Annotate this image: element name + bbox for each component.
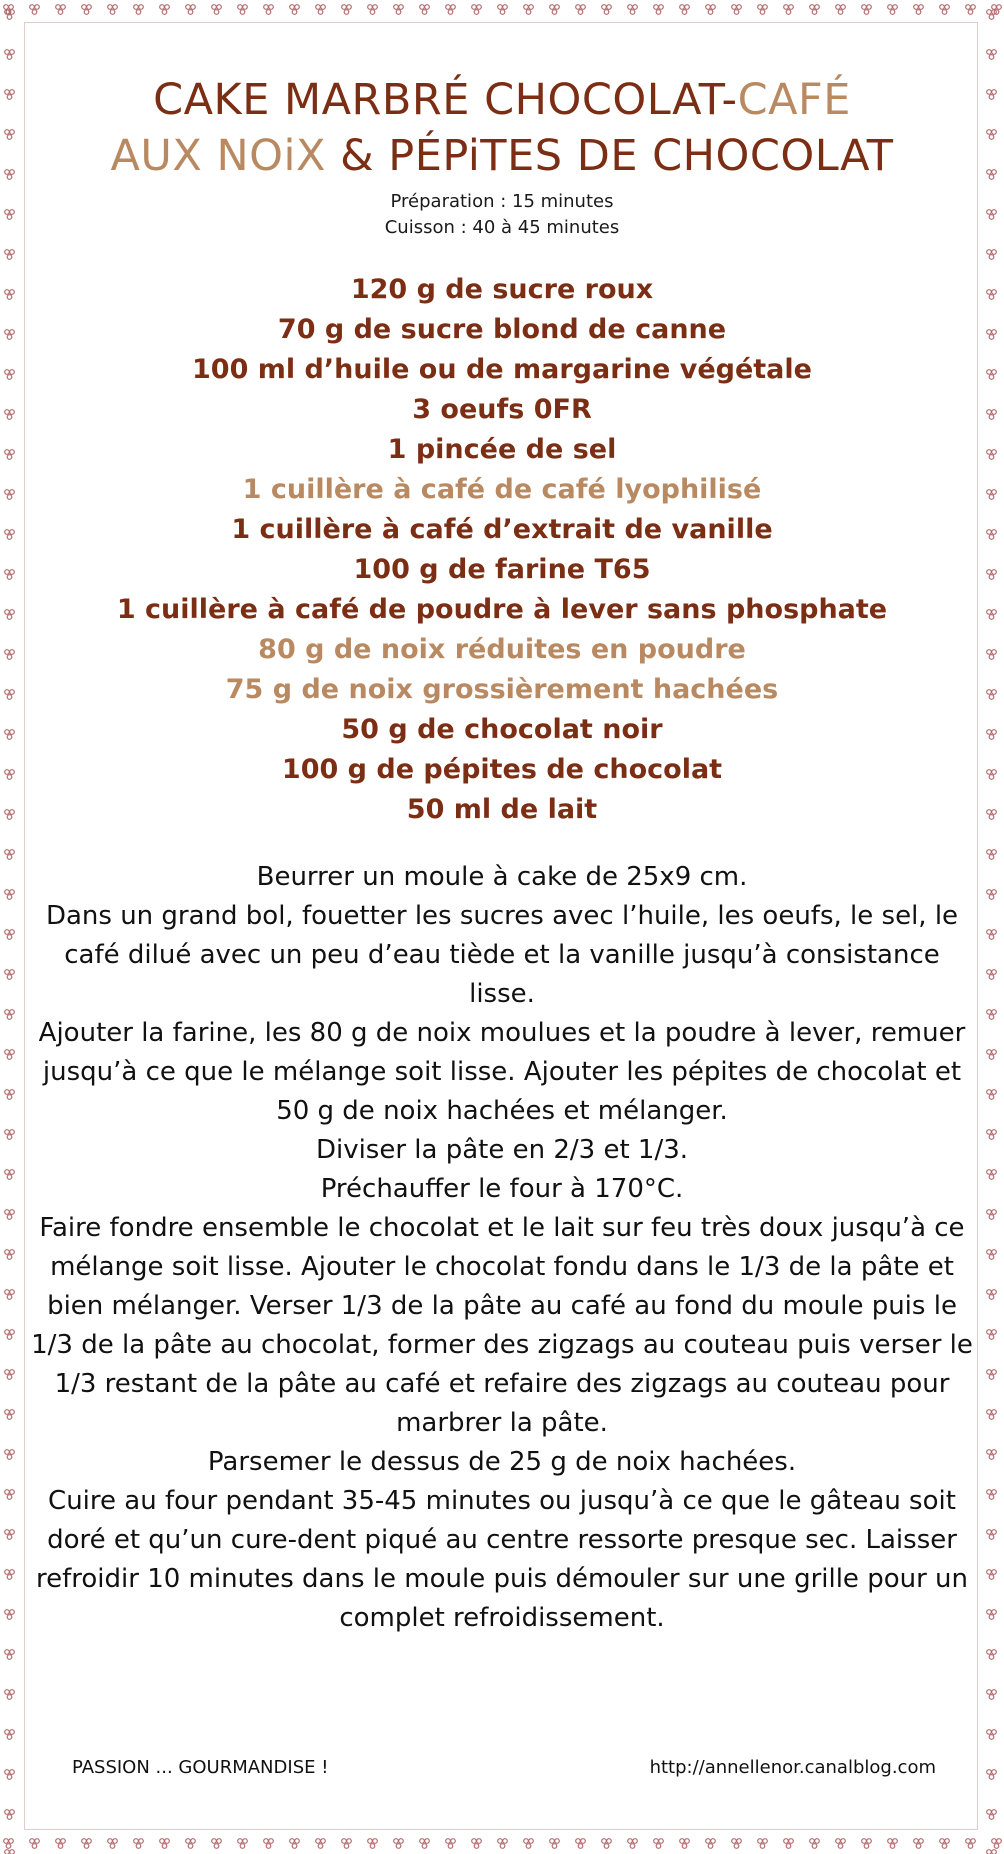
ingredient-item: 75 g de noix grossièrement hachées bbox=[225, 674, 779, 705]
ingredient-item: 100 g de farine T65 bbox=[353, 554, 651, 585]
instruction-step: Dans un grand bol, fouetter les sucres avec l’huile, les oeufs, le sel, le café dilué avec un peu d’eau tiède et la vanille jusqu’à consistance lisse. bbox=[45, 901, 959, 1009]
title-part-dark: CAKE MARBRÉ CHOCOLAT- bbox=[153, 75, 738, 125]
border-left-ornament bbox=[0, 0, 22, 1854]
ingredient-item: 70 g de sucre blond de canne bbox=[277, 314, 727, 345]
ingredient-item: 50 ml de lait bbox=[406, 794, 598, 825]
ingredient-list bbox=[30, 270, 974, 830]
instruction-step: Parsemer le dessus de 25 g de noix hachées. bbox=[207, 1447, 797, 1477]
preparation-time: Préparation : 15 minutes bbox=[390, 191, 614, 212]
instruction-step: Cuire au four pendant 35-45 minutes ou jusqu’à ce que le gâteau soit doré et qu’un cure-dent piqué au centre ressorte presque sec. Laisser refroidir 10 minutes dans le moule puis démouler sur une grille pour un complet refroidissement. bbox=[36, 1486, 968, 1633]
instruction-step: Préchauffer le four à 170°C. bbox=[320, 1174, 684, 1204]
instructions bbox=[30, 858, 974, 1638]
ingredient-item: 120 g de sucre roux bbox=[350, 274, 654, 305]
recipe-card bbox=[30, 0, 974, 1854]
instruction-step: Ajouter la farine, les 80 g de noix moulues et la poudre à lever, remuer jusqu’à ce que le mélange soit lisse. Ajouter les pépites de chocolat et 50 g de noix hachées et mélanger. bbox=[38, 1018, 966, 1126]
footer-blog-url[interactable]: http://annellenor.canalblog.com bbox=[649, 1757, 936, 1778]
ingredient-item: 1 pincée de sel bbox=[387, 434, 617, 465]
ingredient-item: 50 g de chocolat noir bbox=[341, 714, 663, 745]
ingredient-item: 3 oeufs 0FR bbox=[412, 394, 592, 425]
ingredient-item: 1 cuillère à café d’extrait de vanille bbox=[231, 514, 773, 545]
ingredient-item: 1 cuillère à café de café lyophilisé bbox=[242, 474, 762, 505]
ingredient-item: 100 g de pépites de chocolat bbox=[281, 754, 723, 785]
title-part-dark: & PÉPiTES DE CHOCOLAT bbox=[325, 131, 894, 181]
ingredient-item: 1 cuillère à café de poudre à lever sans phosphate bbox=[116, 594, 888, 625]
instruction-step: Beurrer un moule à cake de 25x9 cm. bbox=[256, 862, 748, 892]
dot-ornament-icon bbox=[0, 0, 22, 1854]
cooking-time: Cuisson : 40 à 45 minutes bbox=[384, 217, 620, 238]
instruction-step: Faire fondre ensemble le chocolat et le lait sur feu très doux jusqu’à ce mélange soit lisse. Ajouter le chocolat fondu dans le 1/3 de la pâte et bien mélanger. Verser 1/3 de la pâte au café au fond du moule puis le 1/3 de la pâte au chocolat, former des zigzags au couteau puis verser le 1/3 restant de la pâte au café et refaire des zigzags au couteau pour marbrer la pâte. bbox=[31, 1213, 973, 1438]
title-part-light: CAFÉ bbox=[737, 75, 851, 125]
ingredient-item: 80 g de noix réduites en poudre bbox=[258, 634, 746, 665]
recipe-title-line-1 bbox=[30, 72, 974, 128]
ingredient-item: 100 ml d’huile ou de margarine végétale bbox=[192, 354, 812, 385]
instruction-step: Diviser la pâte en 2/3 et 1/3. bbox=[315, 1135, 689, 1165]
dot-ornament-icon bbox=[982, 0, 1004, 1854]
border-right-ornament bbox=[982, 0, 1004, 1854]
footer-tagline: PASSION ... GOURMANDISE ! bbox=[72, 1757, 329, 1778]
title-part-light: AUX NOiX bbox=[110, 131, 326, 181]
recipe-title-line-2 bbox=[30, 128, 974, 184]
